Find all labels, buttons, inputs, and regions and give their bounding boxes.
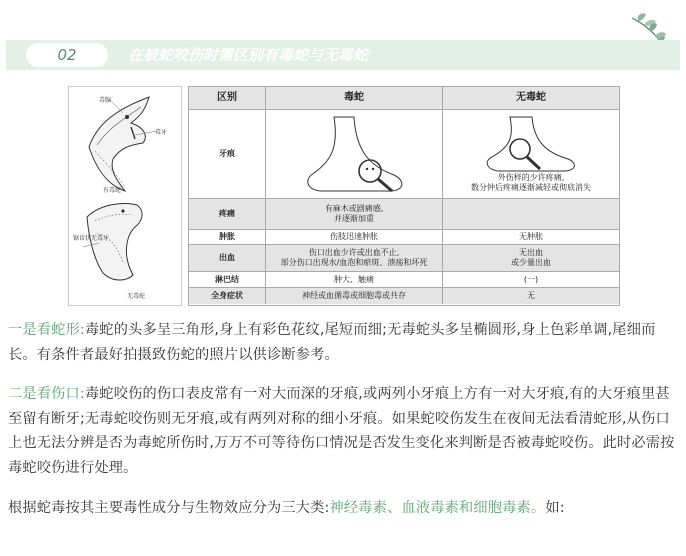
- paragraph-lead: 一是看蛇形:: [8, 322, 85, 338]
- foot-bite-icon: [294, 113, 414, 195]
- paragraph-body: 毒蛇咬伤的伤口表皮常有一对大而深的牙痕,或两列小牙痕上方有一对大牙痕,有的大牙痕里甚至留有断牙;无毒蛇咬伤则无牙痕,或有两列对称的细小牙痕。如果蛇咬伤发生在夜间无法看清蛇形,从伤口上也无法分辨是否为毒蛇所伤时,万万不可等待伤口情况是否发生变化来判断是否被毒蛇咬伤。此时必需按毒蛇咬伤进行处理。: [8, 386, 675, 476]
- label-nonvenomous-snake: 无毒蛇: [127, 293, 146, 300]
- row-label: 淋巴结: [189, 272, 266, 287]
- venomous-cell: 有麻木或剧痛感, 并逐渐加重: [266, 199, 443, 229]
- label-venom-gland: 毒腺: [99, 97, 112, 104]
- table-row: [189, 272, 619, 288]
- nonvenomous-cell: [443, 199, 619, 229]
- row-label: 肿胀: [189, 230, 266, 244]
- row-label: 全身症状: [189, 288, 266, 304]
- header-category: 区别: [189, 87, 266, 109]
- snake-heads-icon: [69, 87, 181, 305]
- table-row: [189, 110, 619, 199]
- nonvenomous-cell: (一): [523, 274, 539, 284]
- table-row: [189, 199, 619, 230]
- foot-scratch-icon: [476, 115, 586, 173]
- header-venomous: 毒蛇: [266, 87, 443, 109]
- paragraph-toxin-types: [8, 496, 682, 521]
- section-title: 在被蛇咬伤时需区别有毒蛇与无毒蛇: [128, 46, 369, 64]
- label-tooth-row: 锯齿状无毒牙: [73, 235, 110, 242]
- comparison-figure: [68, 86, 618, 304]
- paragraph-lead: 二是看伤口:: [8, 386, 85, 402]
- nonvenomous-fang-mark-text: 外伤样的少许疼痛, 数分钟后疼痛逐渐减轻或彻底消失: [471, 173, 591, 192]
- paragraph-snake-shape: [8, 318, 682, 367]
- nonvenomous-cell: 无出血 或少量出血: [511, 248, 551, 267]
- table-header-row: [189, 87, 619, 110]
- venomous-cell: 伤肢迅速肿胀: [266, 230, 443, 244]
- row-label: 疼痛: [189, 199, 266, 229]
- row-label: 出血: [189, 245, 266, 271]
- row-label: 牙痕: [189, 110, 266, 198]
- nonvenomous-cell: 无: [527, 291, 535, 300]
- nonvenomous-bite-cell: [443, 110, 619, 198]
- nonvenomous-cell: 无肿胀: [519, 232, 543, 241]
- label-fang: 毒牙: [155, 129, 168, 136]
- venomous-cell: 伤口出血少许或出血不止, 部分伤口出现水/血泡和瘀斑、溃疡和坏死: [266, 245, 443, 271]
- paragraph-body: 根据蛇毒按其主要毒性成分与生物效应分为三大类:: [8, 500, 330, 516]
- paragraph-body: 毒蛇的头多呈三角形,身上有彩色花纹,尾短而细;无毒蛇头多呈椭圆形,身上色彩单调,尾细而长。有条件者最好拍摄致伤蛇的照片以供诊断参考。: [8, 322, 656, 363]
- venomous-bite-illustration: [266, 110, 443, 198]
- venomous-cell: 肿大、触痛: [266, 272, 443, 287]
- comparison-table: [188, 86, 620, 306]
- venomous-cell: 神经或血循毒或细胞毒或共存: [266, 288, 443, 304]
- header-nonvenomous: 无毒蛇: [516, 92, 546, 103]
- table-row: [189, 230, 619, 245]
- toxin-types-highlight: 神经毒素、血液毒素和细胞毒素。: [329, 500, 546, 516]
- section-banner: [6, 40, 680, 70]
- snake-illustration: [68, 86, 182, 306]
- label-venomous-snake: 有毒蛇: [103, 187, 122, 194]
- table-row: [189, 245, 619, 272]
- paragraph-tail: 如:: [545, 500, 565, 516]
- section-number: 02: [26, 43, 108, 67]
- table-row: [189, 288, 619, 304]
- paragraph-wound: [8, 382, 682, 480]
